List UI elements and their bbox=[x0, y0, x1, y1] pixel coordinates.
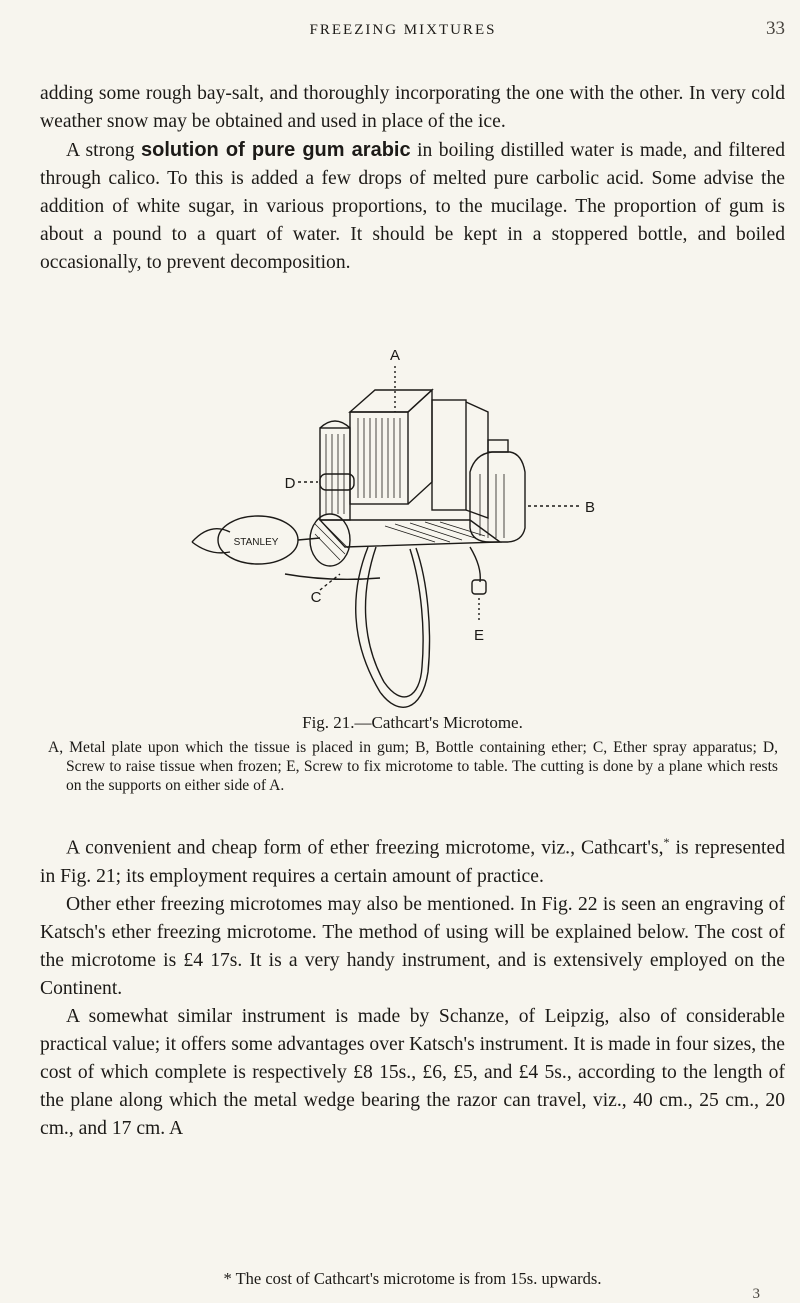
paragraph-gum bbox=[40, 136, 785, 277]
figure-brand-stanley: STANLEY bbox=[233, 537, 279, 548]
bottle-stopper bbox=[488, 440, 508, 452]
page-number: 33 bbox=[766, 18, 785, 39]
microtome-figure bbox=[170, 342, 620, 712]
figure-label-a: A bbox=[389, 347, 401, 364]
metal-block-front bbox=[350, 412, 408, 504]
cathcart-text-a: A convenient and cheap form of ether freezing microtome, viz., Cathcart's, bbox=[66, 837, 664, 859]
gum-body: in boiling distilled water is made, and filtered through calico. To this is added a few drops of melted pure carbolic acid. Some advise the addition of white sugar, in various proportions, to the mucilage. The proportion of gum is about a pound to a quart of water. It should be kept in a stoppered bottle, and boiled occasionally, to prevent decomposition. bbox=[40, 140, 785, 273]
running-head bbox=[40, 18, 785, 40]
screw-d bbox=[320, 474, 354, 490]
body-text-top bbox=[40, 80, 785, 277]
figure-label-e: E bbox=[473, 627, 485, 644]
spray-coil bbox=[310, 514, 350, 566]
right-support bbox=[432, 400, 466, 510]
figure-legend-text: A, Metal plate upon which the tissue is placed in gum; B, Bottle containing ether; C, Ether spray apparatus; D, Screw to raise tissue when frozen; E, Screw to fix microtome to table. The cutting is done by a plane which rests on the supports on either side of A. bbox=[48, 739, 778, 794]
gum-solution-heading: solution of pure gum arabic bbox=[140, 139, 411, 161]
ether-bottle bbox=[470, 452, 525, 542]
figure-caption: Fig. 21.—Cathcart's Microtome. bbox=[302, 713, 523, 732]
screw-e bbox=[472, 580, 486, 594]
footnote: * The cost of Cathcart's microtome is from 15s. upwards. bbox=[223, 1269, 602, 1288]
body-text-bottom bbox=[40, 828, 785, 1143]
page-signature: 3 bbox=[752, 1286, 760, 1302]
footnote-marker[interactable]: * bbox=[663, 835, 670, 849]
cathcart-text-b: is represented in Fig. 21; its employment requires a certain amount of practice. bbox=[40, 837, 785, 887]
running-head-title: FREEZING MIXTURES bbox=[309, 22, 497, 38]
figure-label-b: B bbox=[584, 499, 596, 516]
paragraph-salt: adding some rough bay-salt, and thoroughly incorporating the one with the other. In very cold weather snow may be obtained and used in place of the ice. bbox=[40, 83, 785, 132]
base-plate bbox=[320, 520, 500, 547]
figure-legend bbox=[48, 738, 778, 795]
metal-block-side bbox=[408, 390, 432, 504]
gum-intro: A strong bbox=[66, 140, 141, 161]
figure-label-c: C bbox=[310, 589, 322, 606]
label-c-leader bbox=[320, 574, 340, 590]
figure-label-d: D bbox=[284, 475, 296, 492]
microtome-illustration bbox=[170, 342, 620, 712]
paragraph-schanze: A somewhat similar instrument is made by Schanze, of Leipzig, also of considerable practical value; it offers some advantages over Katsch's instrument. It is made in four sizes, the cost of which complete is respectively £8 15s., £6, £5, and £4 5s., according to the length of the plane along which the metal wedge bearing the razor can travel, viz., 40 cm., 25 cm., 20 cm., and 17 cm. A bbox=[40, 1005, 785, 1139]
paragraph-katsch: Other ether freezing microtomes may also be mentioned. In Fig. 22 is seen an engraving of Katsch's ether freezing microtome. The method of using will be explained below. The cost of the microtome is £4 17s. It is a very handy instrument, and is extensively employed on the Continent. bbox=[40, 893, 785, 999]
paragraph-cathcart bbox=[40, 828, 785, 891]
